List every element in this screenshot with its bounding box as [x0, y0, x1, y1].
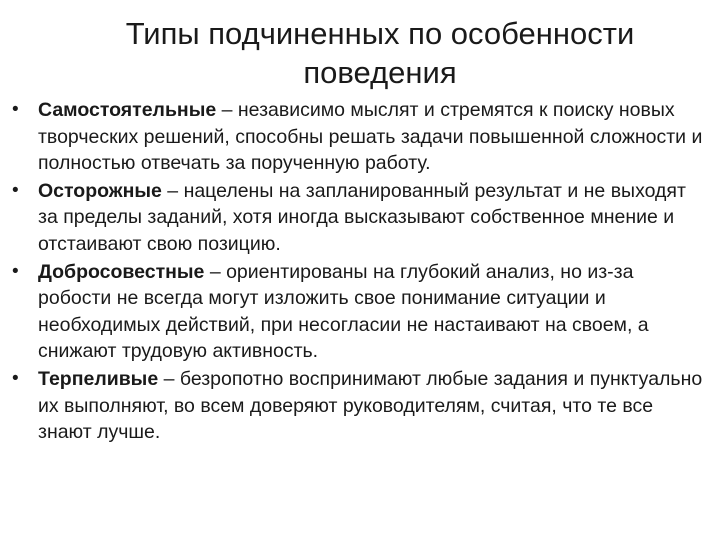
- item-term: Терпеливые: [38, 367, 159, 390]
- item-term: Осторожные: [38, 179, 162, 202]
- item-description: – ориентированы на глубокий анализ, но из-за робости не всегда могут изложить свое понимание ситуации и необходимых действий, при несогласии не настаивают на своем, а снижают трудовую активность.: [38, 260, 649, 363]
- item-term: Самостоятельные: [38, 99, 217, 121]
- bullet-icon: •: [12, 179, 19, 201]
- list-item-cautious: [10, 178, 710, 258]
- item-description: – независимо мыслят и стремятся к поиску новых творческих решений, способны решать задачи повышенной сложности и полностью отвечать за порученную работу.: [38, 99, 703, 175]
- bullet-icon: •: [12, 99, 19, 120]
- slide-title-line-2: поведения: [303, 55, 457, 90]
- item-description: – нацелены на запланированный результат и не выходят за пределы заданий, хотя иногда высказывают собственное мнение и отстаивают свою позицию.: [38, 179, 686, 255]
- list-item-independent: [10, 97, 710, 177]
- item-term: Добросовестные: [38, 260, 205, 283]
- bullet-icon: •: [12, 367, 19, 389]
- slide-title: [40, 14, 720, 92]
- slide-title-line-1: Типы подчиненных по особенности: [125, 16, 635, 51]
- list-item-patient: [10, 366, 710, 446]
- list-item-conscientious: [10, 259, 710, 365]
- bullet-list: [10, 97, 710, 447]
- bullet-icon: •: [12, 260, 19, 282]
- item-description: – безропотно воспринимают любые задания и пунктуально их выполняют, во всем доверяют руководителям, считая, что те все знают лучше.: [38, 367, 703, 444]
